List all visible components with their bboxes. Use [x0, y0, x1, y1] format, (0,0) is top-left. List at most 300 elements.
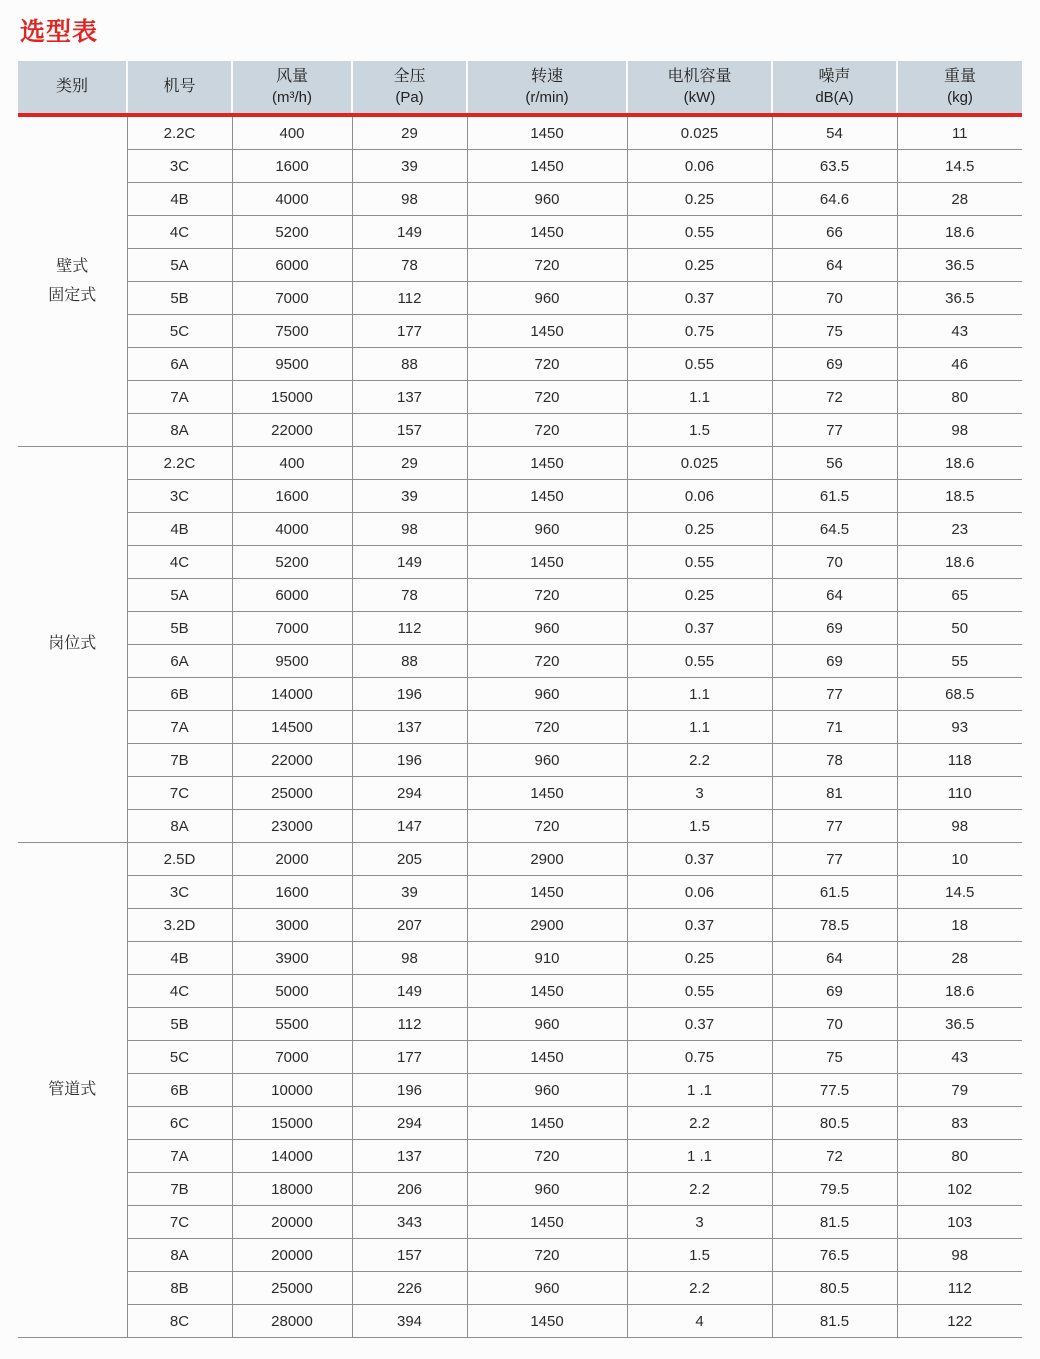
table-cell: 0.55: [627, 546, 772, 579]
table-cell: 77.5: [772, 1074, 897, 1107]
table-cell: 7C: [127, 777, 232, 810]
table-row: [18, 975, 1022, 1008]
table-row: [18, 645, 1022, 678]
header-label: 类别: [55, 77, 88, 95]
table-cell: 98: [352, 183, 467, 216]
table-cell: 28000: [232, 1305, 352, 1338]
table-cell: 5C: [127, 1041, 232, 1074]
table-row: [18, 183, 1022, 216]
table-cell: 7A: [127, 1140, 232, 1173]
table-cell: 36.5: [897, 1008, 1022, 1041]
table-cell: 79.5: [772, 1173, 897, 1206]
table-cell: 7000: [232, 282, 352, 315]
table-cell: 72: [772, 1140, 897, 1173]
table-row: [18, 1239, 1022, 1272]
table-cell: 0.25: [627, 942, 772, 975]
table-cell: 20000: [232, 1206, 352, 1239]
table-cell: 5A: [127, 579, 232, 612]
table-row: [18, 1107, 1022, 1140]
table-cell: 343: [352, 1206, 467, 1239]
table-cell: 70: [772, 282, 897, 315]
table-cell: 4000: [232, 183, 352, 216]
table-cell: 4C: [127, 546, 232, 579]
table-cell: 68.5: [897, 678, 1022, 711]
table-cell: 80: [897, 381, 1022, 414]
table-cell: 112: [352, 1008, 467, 1041]
table-cell: 29: [352, 447, 467, 480]
table-row: [18, 546, 1022, 579]
category-cell: [18, 447, 127, 843]
table-cell: 80.5: [772, 1107, 897, 1140]
table-cell: 7A: [127, 711, 232, 744]
table-cell: 80.5: [772, 1272, 897, 1305]
table-cell: 112: [352, 612, 467, 645]
table-row: [18, 414, 1022, 447]
table-cell: 5B: [127, 282, 232, 315]
table-cell: 4: [627, 1305, 772, 1338]
table-cell: 64: [772, 249, 897, 282]
table-cell: 0.06: [627, 150, 772, 183]
table-cell: 14000: [232, 678, 352, 711]
header-airflow: [232, 61, 352, 115]
table-row: [18, 216, 1022, 249]
table-cell: 6C: [127, 1107, 232, 1140]
table-cell: 157: [352, 1239, 467, 1272]
table-cell: 1.1: [627, 678, 772, 711]
table-cell: 0.06: [627, 480, 772, 513]
table-cell: 110: [897, 777, 1022, 810]
table-cell: 46: [897, 348, 1022, 381]
header-label: 风量: [275, 67, 308, 85]
table-cell: 960: [467, 744, 627, 777]
table-row: [18, 843, 1022, 876]
table-row: [18, 1305, 1022, 1338]
table-row: [18, 282, 1022, 315]
table-cell: 1 .1: [627, 1140, 772, 1173]
table-cell: 960: [467, 513, 627, 546]
table-cell: 137: [352, 1140, 467, 1173]
header-row: [18, 61, 1022, 115]
table-row: [18, 348, 1022, 381]
table-cell: 0.25: [627, 183, 772, 216]
table-cell: 80: [897, 1140, 1022, 1173]
category-cell: [18, 843, 127, 1338]
header-motor-capacity: [627, 61, 772, 115]
table-cell: 69: [772, 348, 897, 381]
table-cell: 5000: [232, 975, 352, 1008]
table-row: [18, 1272, 1022, 1305]
table-cell: 78: [772, 744, 897, 777]
table-cell: 78: [352, 579, 467, 612]
table-cell: 2.2: [627, 1173, 772, 1206]
header-noise: [772, 61, 897, 115]
table-cell: 1600: [232, 480, 352, 513]
table-row: [18, 249, 1022, 282]
table-cell: 137: [352, 381, 467, 414]
header-label: 噪声: [818, 67, 851, 85]
table-cell: 177: [352, 315, 467, 348]
table-cell: 14.5: [897, 150, 1022, 183]
table-cell: 3: [627, 1206, 772, 1239]
table-section-1: [18, 115, 1022, 447]
table-cell: 960: [467, 1008, 627, 1041]
table-cell: 720: [467, 711, 627, 744]
table-cell: 960: [467, 282, 627, 315]
table-cell: 22000: [232, 744, 352, 777]
table-cell: 70: [772, 1008, 897, 1041]
table-cell: 4B: [127, 183, 232, 216]
table-cell: 43: [897, 1041, 1022, 1074]
table-cell: 1450: [467, 546, 627, 579]
table-cell: 720: [467, 579, 627, 612]
table-cell: 0.37: [627, 282, 772, 315]
table-row: [18, 381, 1022, 414]
header-category: [18, 61, 127, 115]
table-cell: 2.2C: [127, 447, 232, 480]
table-cell: 0.25: [627, 249, 772, 282]
table-cell: 1 .1: [627, 1074, 772, 1107]
table-cell: 6B: [127, 1074, 232, 1107]
table-cell: 5200: [232, 216, 352, 249]
header-unit: dB(A): [815, 88, 854, 106]
table-cell: 75: [772, 1041, 897, 1074]
table-cell: 1450: [467, 1107, 627, 1140]
table-cell: 720: [467, 810, 627, 843]
table-cell: 98: [352, 942, 467, 975]
table-cell: 196: [352, 678, 467, 711]
table-cell: 61.5: [772, 480, 897, 513]
table-cell: 177: [352, 1041, 467, 1074]
table-cell: 88: [352, 645, 467, 678]
category-line: 固定式: [48, 286, 97, 304]
table-cell: 3900: [232, 942, 352, 975]
table-cell: 14000: [232, 1140, 352, 1173]
table-cell: 28: [897, 942, 1022, 975]
table-cell: 77: [772, 414, 897, 447]
table-cell: 1.1: [627, 381, 772, 414]
table-row: [18, 1074, 1022, 1107]
table-cell: 2000: [232, 843, 352, 876]
table-cell: 207: [352, 909, 467, 942]
table-cell: 960: [467, 183, 627, 216]
table-cell: 7000: [232, 612, 352, 645]
table-cell: 18.5: [897, 480, 1022, 513]
table-cell: 6000: [232, 579, 352, 612]
table-row: [18, 678, 1022, 711]
table-cell: 10: [897, 843, 1022, 876]
table-cell: 9500: [232, 348, 352, 381]
table-cell: 7500: [232, 315, 352, 348]
table-cell: 0.37: [627, 909, 772, 942]
table-cell: 102: [897, 1173, 1022, 1206]
table-cell: 0.55: [627, 216, 772, 249]
table-cell: 2.2: [627, 1272, 772, 1305]
table-cell: 14.5: [897, 876, 1022, 909]
table-cell: 56: [772, 447, 897, 480]
table-cell: 720: [467, 348, 627, 381]
category-cell: [18, 115, 127, 447]
table-cell: 71: [772, 711, 897, 744]
selection-table: [18, 61, 1022, 1338]
header-label: 转速: [530, 67, 563, 85]
table-cell: 4C: [127, 216, 232, 249]
table-row: [18, 315, 1022, 348]
table-cell: 8B: [127, 1272, 232, 1305]
table-cell: 1450: [467, 115, 627, 150]
table-cell: 78: [352, 249, 467, 282]
table-cell: 3.2D: [127, 909, 232, 942]
table-cell: 23000: [232, 810, 352, 843]
table-cell: 1450: [467, 1041, 627, 1074]
table-cell: 112: [352, 282, 467, 315]
table-cell: 147: [352, 810, 467, 843]
table-row: [18, 115, 1022, 150]
table-cell: 64: [772, 579, 897, 612]
table-cell: 0.025: [627, 115, 772, 150]
table-cell: 910: [467, 942, 627, 975]
table-cell: 78.5: [772, 909, 897, 942]
table-cell: 98: [352, 513, 467, 546]
table-cell: 93: [897, 711, 1022, 744]
table-cell: 720: [467, 414, 627, 447]
table-cell: 0.37: [627, 612, 772, 645]
table-row: [18, 876, 1022, 909]
table-cell: 88: [352, 348, 467, 381]
table-cell: 77: [772, 810, 897, 843]
table-row: [18, 711, 1022, 744]
table-cell: 36.5: [897, 282, 1022, 315]
table-cell: 1600: [232, 876, 352, 909]
table-cell: 2.2: [627, 1107, 772, 1140]
table-cell: 15000: [232, 381, 352, 414]
table-cell: 1450: [467, 777, 627, 810]
header-speed: [467, 61, 627, 115]
table-cell: 8A: [127, 414, 232, 447]
table-cell: 18.6: [897, 447, 1022, 480]
table-row: [18, 777, 1022, 810]
table-cell: 1450: [467, 315, 627, 348]
table-cell: 20000: [232, 1239, 352, 1272]
table-cell: 206: [352, 1173, 467, 1206]
table-cell: 64.5: [772, 513, 897, 546]
table-cell: 18: [897, 909, 1022, 942]
table-cell: 36.5: [897, 249, 1022, 282]
table-cell: 10000: [232, 1074, 352, 1107]
table-cell: 61.5: [772, 876, 897, 909]
table-cell: 0.37: [627, 1008, 772, 1041]
table-cell: 29: [352, 115, 467, 150]
table-cell: 103: [897, 1206, 1022, 1239]
table-cell: 196: [352, 1074, 467, 1107]
table-cell: 1450: [467, 447, 627, 480]
table-cell: 98: [897, 1239, 1022, 1272]
table-cell: 149: [352, 975, 467, 1008]
header-weight: [897, 61, 1022, 115]
table-cell: 7B: [127, 1173, 232, 1206]
table-cell: 28: [897, 183, 1022, 216]
category-line: 岗位式: [48, 635, 97, 653]
table-cell: 6B: [127, 678, 232, 711]
table-cell: 2.2C: [127, 115, 232, 150]
table-cell: 6A: [127, 645, 232, 678]
table-cell: 1450: [467, 1206, 627, 1239]
table-cell: 65: [897, 579, 1022, 612]
table-cell: 18000: [232, 1173, 352, 1206]
table-cell: 960: [467, 1074, 627, 1107]
table-header: [18, 61, 1022, 115]
table-cell: 3000: [232, 909, 352, 942]
table-cell: 98: [897, 810, 1022, 843]
table-cell: 1.5: [627, 414, 772, 447]
table-cell: 400: [232, 447, 352, 480]
table-cell: 4000: [232, 513, 352, 546]
table-cell: 98: [897, 414, 1022, 447]
table-cell: 7C: [127, 1206, 232, 1239]
table-cell: 0.75: [627, 1041, 772, 1074]
table-cell: 1450: [467, 216, 627, 249]
table-cell: 2.5D: [127, 843, 232, 876]
table-cell: 400: [232, 115, 352, 150]
table-cell: 720: [467, 249, 627, 282]
table-cell: 1.5: [627, 810, 772, 843]
table-cell: 205: [352, 843, 467, 876]
table-cell: 720: [467, 381, 627, 414]
table-cell: 0.55: [627, 348, 772, 381]
table-cell: 3C: [127, 876, 232, 909]
table-cell: 5200: [232, 546, 352, 579]
table-cell: 4B: [127, 942, 232, 975]
table-cell: 69: [772, 975, 897, 1008]
header-unit: (r/min): [525, 88, 569, 106]
table-cell: 720: [467, 1239, 627, 1272]
table-cell: 81: [772, 777, 897, 810]
table-cell: 76.5: [772, 1239, 897, 1272]
header-label: 电机容量: [667, 67, 732, 85]
table-row: [18, 1173, 1022, 1206]
table-cell: 75: [772, 315, 897, 348]
header-unit: (kg): [947, 88, 973, 106]
table-cell: 2900: [467, 843, 627, 876]
table-cell: 1450: [467, 150, 627, 183]
table-cell: 64.6: [772, 183, 897, 216]
table-cell: 81.5: [772, 1206, 897, 1239]
table-cell: 5B: [127, 612, 232, 645]
table-cell: 4B: [127, 513, 232, 546]
table-cell: 294: [352, 1107, 467, 1140]
table-cell: 69: [772, 612, 897, 645]
table-cell: 7A: [127, 381, 232, 414]
table-cell: 1450: [467, 1305, 627, 1338]
table-cell: 720: [467, 1140, 627, 1173]
table-row: [18, 810, 1022, 843]
table-cell: 50: [897, 612, 1022, 645]
header-label: 机号: [163, 77, 196, 95]
table-row: [18, 942, 1022, 975]
table-cell: 77: [772, 678, 897, 711]
table-row: [18, 579, 1022, 612]
table-cell: 22000: [232, 414, 352, 447]
table-cell: 0.025: [627, 447, 772, 480]
header-unit: (kW): [683, 88, 716, 106]
header-unit: (Pa): [395, 88, 424, 106]
table-cell: 55: [897, 645, 1022, 678]
table-cell: 1450: [467, 876, 627, 909]
table-cell: 1450: [467, 480, 627, 513]
header-label: 全压: [393, 67, 426, 85]
page-title: 选型表: [20, 18, 99, 46]
header-label: 重量: [943, 67, 976, 85]
table-cell: 960: [467, 1272, 627, 1305]
table-row: [18, 150, 1022, 183]
header-unit: (m³/h): [272, 88, 312, 106]
table-cell: 18.6: [897, 546, 1022, 579]
table-cell: 11: [897, 115, 1022, 150]
table-cell: 7B: [127, 744, 232, 777]
table-row: [18, 612, 1022, 645]
header-pressure: [352, 61, 467, 115]
table-section-2: [18, 447, 1022, 843]
table-row: [18, 909, 1022, 942]
table-cell: 149: [352, 216, 467, 249]
table-cell: 39: [352, 480, 467, 513]
category-line: 管道式: [48, 1080, 97, 1098]
table-row: [18, 744, 1022, 777]
table-row: [18, 1041, 1022, 1074]
table-cell: 39: [352, 876, 467, 909]
table-cell: 15000: [232, 1107, 352, 1140]
table-cell: 77: [772, 843, 897, 876]
table-cell: 4C: [127, 975, 232, 1008]
table-cell: 118: [897, 744, 1022, 777]
table-cell: 1450: [467, 975, 627, 1008]
table-cell: 8C: [127, 1305, 232, 1338]
table-cell: 149: [352, 546, 467, 579]
table-cell: 137: [352, 711, 467, 744]
table-cell: 960: [467, 678, 627, 711]
table-cell: 23: [897, 513, 1022, 546]
header-model: [127, 61, 232, 115]
table-row: [18, 513, 1022, 546]
table-cell: 83: [897, 1107, 1022, 1140]
table-cell: 7000: [232, 1041, 352, 1074]
table-cell: 18.6: [897, 975, 1022, 1008]
table-cell: 720: [467, 645, 627, 678]
table-cell: 63.5: [772, 150, 897, 183]
table-cell: 1.5: [627, 1239, 772, 1272]
category-line: 壁式: [56, 257, 89, 275]
table-cell: 6000: [232, 249, 352, 282]
table-row: [18, 1140, 1022, 1173]
table-cell: 112: [897, 1272, 1022, 1305]
table-cell: 0.37: [627, 843, 772, 876]
table-cell: 8A: [127, 1239, 232, 1272]
table-row: [18, 447, 1022, 480]
table-cell: 1.1: [627, 711, 772, 744]
table-cell: 64: [772, 942, 897, 975]
table-cell: 5500: [232, 1008, 352, 1041]
table-cell: 5B: [127, 1008, 232, 1041]
table-row: [18, 1206, 1022, 1239]
table-cell: 25000: [232, 777, 352, 810]
table-cell: 122: [897, 1305, 1022, 1338]
table-cell: 8A: [127, 810, 232, 843]
table-cell: 394: [352, 1305, 467, 1338]
table-cell: 0.55: [627, 645, 772, 678]
table-cell: 0.06: [627, 876, 772, 909]
table-cell: 0.55: [627, 975, 772, 1008]
table-cell: 294: [352, 777, 467, 810]
table-section-3: [18, 843, 1022, 1338]
